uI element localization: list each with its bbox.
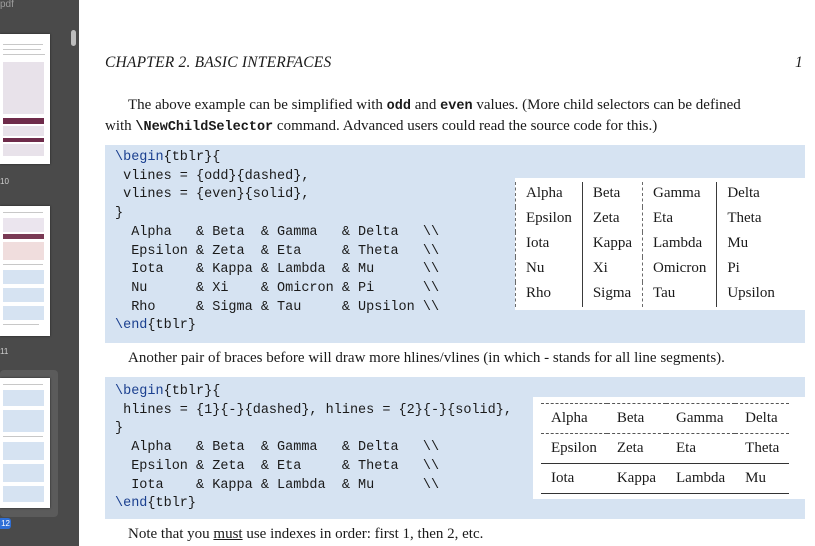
- page-thumbnail-10[interactable]: [0, 34, 50, 164]
- thumbnail-sidebar: [0, 0, 79, 546]
- code-token: \begin: [115, 384, 164, 399]
- table-cell: Iota: [551, 469, 575, 486]
- table-cell: Delta: [745, 409, 778, 426]
- table-cell: Nu: [516, 257, 583, 282]
- table-cell: Gamma: [643, 182, 717, 207]
- sidebar-scrollbar[interactable]: [71, 30, 76, 46]
- code-line: Alpha & Beta & Gamma & Delta \\: [115, 224, 440, 240]
- table-cell: Eta: [676, 439, 696, 456]
- table-cell: Alpha: [551, 409, 588, 426]
- table-cell: Beta: [582, 182, 642, 207]
- inline-code: even: [440, 99, 473, 114]
- inline-code: odd: [386, 99, 411, 114]
- code-line: Iota & Kappa & Lambda & Mu \\: [115, 477, 440, 493]
- table-hlines: [541, 403, 789, 494]
- table-cell: Alpha: [516, 182, 583, 207]
- table-cell: Pi: [717, 257, 785, 282]
- code-line: vlines = {odd}{dashed},: [115, 168, 310, 184]
- table-row: [516, 257, 785, 282]
- text-run: Note that you: [128, 526, 214, 542]
- text-run: use indexes in order: first 1, then 2, etc.: [242, 526, 484, 542]
- table-cell: Lambda: [643, 232, 717, 257]
- sidebar-filename: pdf: [0, 0, 14, 10]
- page-label-10: 10: [0, 177, 9, 186]
- code-token: \end: [115, 318, 148, 334]
- code-token: {tblr}: [147, 318, 197, 334]
- table-cell: Beta: [616, 409, 645, 426]
- code-token: {tblr}{: [163, 384, 221, 399]
- table-row: [516, 182, 785, 207]
- code-line: Rho & Sigma & Tau & Upsilon \\: [115, 299, 440, 315]
- table-row: [516, 232, 785, 257]
- code-example-2: [105, 377, 805, 519]
- text-run: and: [410, 97, 441, 113]
- table-cell: Lambda: [676, 469, 726, 486]
- page-thumbnail-11[interactable]: [0, 206, 50, 336]
- code-line: Epsilon & Zeta & Eta & Theta \\: [115, 243, 440, 259]
- table-row: [516, 207, 785, 232]
- running-header: [105, 54, 803, 72]
- document-page: [80, 0, 803, 546]
- table-row: [516, 282, 785, 307]
- code-line: Epsilon & Zeta & Eta & Theta \\: [115, 458, 440, 474]
- table-cell: Rho: [516, 282, 583, 307]
- table-cell: Epsilon: [551, 439, 597, 456]
- code-line: vlines = {even}{solid},: [115, 187, 310, 203]
- page-label-11: 11: [0, 347, 9, 356]
- table-cell: Iota: [516, 232, 583, 257]
- paragraph-2: Another pair of braces before will draw more hlines/vlines (in which - stands for all line segments).: [128, 350, 725, 366]
- table-row: [541, 434, 789, 464]
- text-run: with: [105, 118, 136, 134]
- rendered-table-2: [533, 397, 805, 499]
- table-cell: Kappa: [582, 232, 642, 257]
- text-run: values. (More child selectors can be defined: [472, 97, 741, 113]
- table-cell: Theta: [745, 439, 780, 456]
- table-cell: Epsilon: [516, 207, 583, 232]
- text-run: command. Advanced users could read the source code for this.): [273, 118, 658, 134]
- table-cell: Tau: [643, 282, 717, 307]
- current-page-badge: 12: [0, 518, 11, 529]
- table-cell: Xi: [582, 257, 642, 282]
- table-cell: Omicron: [643, 257, 717, 282]
- table-cell: Gamma: [676, 409, 724, 426]
- paragraph-3: [128, 526, 483, 543]
- text-run: The above example can be simplified with: [128, 97, 387, 113]
- code-line: Nu & Xi & Omicron & Pi \\: [115, 280, 440, 296]
- code-line: }: [115, 206, 124, 222]
- table-cell: Mu: [745, 469, 766, 486]
- inline-code: \NewChildSelector: [135, 120, 274, 135]
- paragraph-1-line-2: [105, 118, 657, 135]
- code-line: }: [115, 421, 124, 437]
- page-number: 1: [795, 54, 803, 71]
- code-block-2: [115, 383, 512, 514]
- table-cell: Theta: [717, 207, 785, 232]
- table-vlines: [515, 182, 785, 307]
- code-example-1: [105, 145, 805, 343]
- paragraph-1-line-1: [128, 97, 741, 114]
- table-cell: Upsilon: [717, 282, 785, 307]
- table-cell: Kappa: [616, 469, 656, 486]
- code-token: {tblr}: [147, 496, 197, 512]
- table-cell: Delta: [717, 182, 785, 207]
- table-cell: Eta: [643, 207, 717, 232]
- table-cell: Sigma: [582, 282, 642, 307]
- code-token: {tblr}{: [163, 150, 221, 165]
- code-line: Iota & Kappa & Lambda & Mu \\: [115, 262, 440, 278]
- table-cell: Zeta: [582, 207, 642, 232]
- table-row: [541, 404, 789, 434]
- table-row: [541, 464, 789, 494]
- page-thumbnail-12[interactable]: [0, 378, 50, 508]
- code-token: \begin: [115, 150, 164, 165]
- rendered-table-1: [515, 178, 815, 310]
- underlined-text: must: [213, 526, 243, 542]
- table-cell: Mu: [717, 232, 785, 257]
- table-cell: Zeta: [616, 439, 644, 456]
- code-line: Alpha & Beta & Gamma & Delta \\: [115, 440, 440, 456]
- code-block-1: [115, 149, 439, 336]
- code-token: \end: [115, 496, 148, 512]
- code-line: hlines = {1}{-}{dashed}, hlines = {2}{-}{solid},: [115, 402, 512, 418]
- chapter-title: CHAPTER 2. BASIC INTERFACES: [105, 54, 332, 71]
